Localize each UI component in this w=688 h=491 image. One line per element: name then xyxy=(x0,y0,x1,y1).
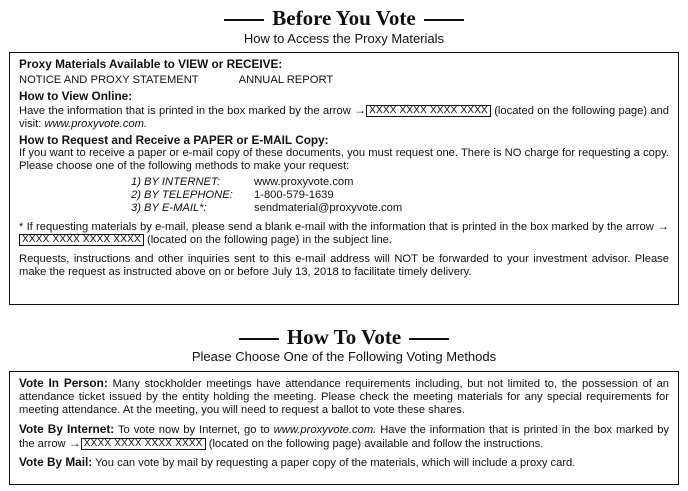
doc-annual-report: ANNUAL REPORT xyxy=(238,74,334,87)
title-rule-left xyxy=(224,19,264,21)
vote-by-mail xyxy=(19,456,669,470)
vote-internet-text3: (located on the following page) available and follow the instructions. xyxy=(208,437,544,450)
vote-by-mail-text: You can vote by mail by requesting a paper copy of the materials, which will include a proxy card. xyxy=(95,457,576,470)
vote-internet-text1: To vote now by Internet, go to xyxy=(117,423,270,436)
how-title-row xyxy=(0,325,688,349)
method-internet xyxy=(131,176,669,189)
method-value-email[interactable]: sendmaterial@proxyvote.com xyxy=(254,202,403,215)
vote-in-person xyxy=(19,377,669,418)
arrow-icon: → xyxy=(354,102,367,117)
footnote-text1: * If requesting materials by e-mail, please send a blank e-mail with the information that is printed in the box marked by the arrow xyxy=(19,221,654,234)
proxyvote-link[interactable]: www.proxyvote.com. xyxy=(44,117,148,130)
voting-methods-box xyxy=(9,371,679,485)
view-online-text2: (located on the following page) and visit: xyxy=(19,104,670,130)
method-value-internet[interactable]: www.proxyvote.com xyxy=(254,175,354,188)
vote-in-person-text: Many stockholder meetings have attendance requirements including, but not limited to, the possession of an attendance ticket issued by the entity holding the meeting. Please check the meeting materials for any special requirements for meeting attendance. At the meeting, you will need to request a ballot to vote these shares. xyxy=(19,378,670,417)
before-subtitle: How to Access the Proxy Materials xyxy=(243,31,445,46)
before-title-row xyxy=(0,6,688,30)
how-subtitle: Please Choose One of the Following Voting Methods xyxy=(191,349,497,364)
vote-by-internet xyxy=(19,423,669,451)
arrow-icon: → xyxy=(657,219,670,234)
request-methods xyxy=(131,176,669,216)
how-title: How To Vote xyxy=(286,325,402,349)
method-label: 3) BY E-MAIL*: xyxy=(131,202,207,215)
vote-by-internet-label: Vote By Internet: xyxy=(19,421,115,436)
vote-by-mail-label: Vote By Mail: xyxy=(19,455,93,470)
footnote-text2: (located on the following page) in the subject line. xyxy=(146,234,393,247)
request-copy-intro: If you want to receive a paper or e-mail copy of these documents, you must request one. There is NO charge for requesting a copy. Please choose one of the following methods to make your request: xyxy=(19,147,669,173)
title-rule-left xyxy=(239,338,279,340)
proxyvote-link[interactable]: www.proxyvote.com. xyxy=(273,423,377,436)
materials-docs xyxy=(19,74,669,87)
view-online-text1: Have the information that is printed in the box marked by the arrow xyxy=(19,104,351,117)
method-email xyxy=(131,202,669,215)
title-rule-right xyxy=(409,338,449,340)
vote-internet-text2: Have the information that is printed in the box marked by the arrow xyxy=(19,423,670,450)
arrow-icon: → xyxy=(68,435,81,450)
email-footnote xyxy=(19,220,669,247)
control-number-box: XXXX XXXX XXXX XXXX xyxy=(81,438,206,450)
request-closing: Requests, instructions and other inquiries sent to this e-mail address will NOT be forwarded to your investment advisor. Please make the request as instructed above on or before July 13, 2018 to facilitate timely delivery. xyxy=(19,252,669,278)
vote-in-person-label: Vote In Person: xyxy=(19,376,108,390)
method-label: 1) BY INTERNET: xyxy=(131,175,221,188)
control-number-box: XXXX XXXX XXXX XXXX xyxy=(19,234,144,246)
materials-heading: Proxy Materials Available to VIEW or RECEIVE: xyxy=(19,57,283,71)
method-telephone xyxy=(131,189,669,202)
method-label: 2) BY TELEPHONE: xyxy=(131,188,233,201)
control-number-box: XXXX XXXX XXXX XXXX xyxy=(366,105,491,117)
request-copy-heading: How to Request and Receive a PAPER or E-MAIL Copy: xyxy=(19,133,329,148)
before-title: Before You Vote xyxy=(272,6,416,30)
view-online-text xyxy=(19,104,669,131)
proxy-materials-box xyxy=(9,52,679,305)
title-rule-right xyxy=(424,19,464,21)
method-value-telephone[interactable]: 1-800-579-1639 xyxy=(254,188,334,201)
view-online-heading: How to View Online: xyxy=(19,89,133,104)
doc-notice-proxy: NOTICE AND PROXY STATEMENT xyxy=(19,74,199,87)
